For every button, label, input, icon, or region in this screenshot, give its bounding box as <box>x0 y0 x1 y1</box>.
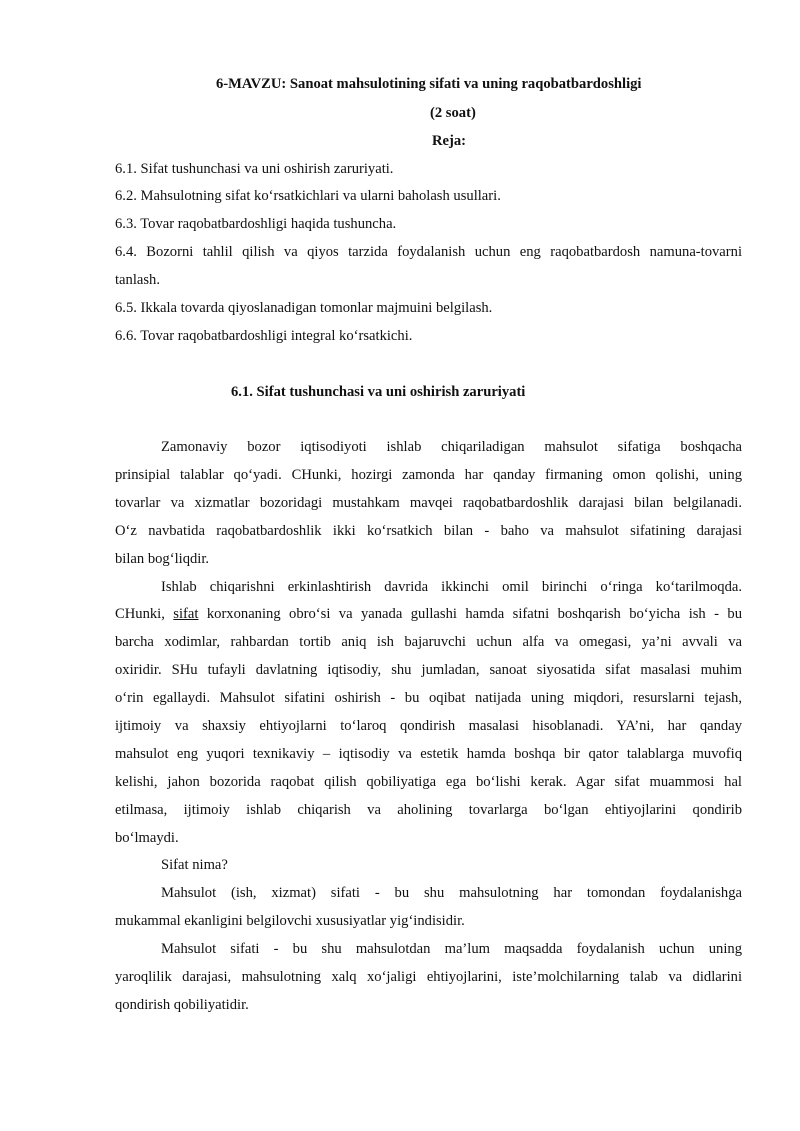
text-line: ijtimoiy va shaxsiy ehtiyojlarni to‘laroq qondirish masalasi hisoblanadi. YA’ni, har qanday <box>115 718 742 734</box>
plan-heading: Reja: <box>432 133 467 149</box>
text-line: Mahsulot (ish, xizmat) sifati - bu shu mahsulotning har tomondan foydalanishga <box>161 885 742 901</box>
text-line: Ishlab chiqarishni erkinlashtirish davrida ikkinchi omil birinchi o‘ringa ko‘tarilmoqda. <box>161 579 742 595</box>
plan-item: 6.6. Tovar raqobatbardoshligi integral ko‘rsatkichi. <box>115 328 413 344</box>
text-line: barcha xodimlar, rahbardan tortib aniq ish bajaruvchi uchun alfa va omegasi, ya’ni avvali va <box>115 634 742 650</box>
plan-item: 6.2. Mahsulotning sifat ko‘rsatkichlari va ularni baholash usullari. <box>115 188 501 204</box>
text-line: etilmasa, ijtimoiy ishlab chiqarish va aholining tovarlarga bo‘lgan ehtiyojlarini qondirib <box>115 802 742 818</box>
plan-item-continuation: tanlash. <box>115 272 160 288</box>
text-line: tovarlar va xizmatlar bozoridagi mustahkam mavqei raqobatbardoshlik darajasi bilan belgilanadi. <box>115 495 742 511</box>
hours-label: (2 soat) <box>430 105 476 121</box>
text-line: mahsulot eng yuqori texnikaviy – iqtisodiy va estetik hamda boshqa bir qator talablarga muvofiq <box>115 746 742 762</box>
text-line: mukammal ekanligini belgilovchi xususiyatlar yig‘indisidir. <box>115 913 465 929</box>
plan-item: 6.4. Bozorni tahlil qilish va qiyos tarzida foydalanish uchun eng raqobatbardosh namuna-tovarni <box>115 244 742 260</box>
text-fragment: CHunki, <box>115 606 174 622</box>
text-line: Zamonaviy bozor iqtisodiyoti ishlab chiqariladigan mahsulot sifatiga boshqacha <box>161 439 742 455</box>
page-title: 6-MAVZU: Sanoat mahsulotining sifati va uning raqobatbardoshligi <box>216 76 642 92</box>
text-line: Mahsulot sifati - bu shu mahsulotdan ma’lum maqsadda foydalanish uchun uning <box>161 941 742 957</box>
text-line: yaroqlilik darajasi, mahsulotning xalq xo‘jaligi ehtiyojlarini, iste’molchilarning talab va didlarini <box>115 969 742 985</box>
text-line: qondirish qobiliyatidir. <box>115 997 249 1013</box>
section-heading: 6.1. Sifat tushunchasi va uni oshirish zaruriyati <box>231 384 526 400</box>
plan-item: 6.3. Tovar raqobatbardoshligi haqida tushuncha. <box>115 216 397 232</box>
text-line: o‘rin egallaydi. Mahsulot sifatini oshirish - bu oqibat natijada uning miqdori, resurslarni tejash, <box>115 690 742 706</box>
text-line: O‘z navbatida raqobatbardoshlik ikki ko‘rsatkich bilan - baho va mahsulot sifatining darajasi <box>115 523 742 539</box>
text-line: oxiridir. SHu tufayli davlatning iqtisodiy, shu jumladan, sanoat siyosatida sifat masalasi muhim <box>115 662 742 678</box>
text-line: prinsipial talablar qo‘yadi. CHunki, hozirgi zamonda har qanday firmaning omon qolishi, uning <box>115 467 742 483</box>
question-line: Sifat nima? <box>161 857 228 873</box>
plan-item: 6.1. Sifat tushunchasi va uni oshirish zaruriyati. <box>115 161 394 177</box>
text-line <box>115 605 742 623</box>
text-line: bo‘lmaydi. <box>115 830 179 846</box>
sifat-link[interactable]: sifat <box>173 606 199 622</box>
plan-item: 6.5. Ikkala tovarda qiyoslanadigan tomonlar majmuini belgilash. <box>115 300 493 316</box>
text-fragment: korxonaning obro‘si va yanada gullashi hamda sifatni boshqarish bo‘yicha ish - bu <box>198 606 743 622</box>
text-line: kelishi, jahon bozorida raqobat qilish qobiliyatiga ega bo‘lishi kerak. Agar sifat muammosi hal <box>115 774 742 790</box>
text-line: bilan bog‘liqdir. <box>115 551 210 567</box>
